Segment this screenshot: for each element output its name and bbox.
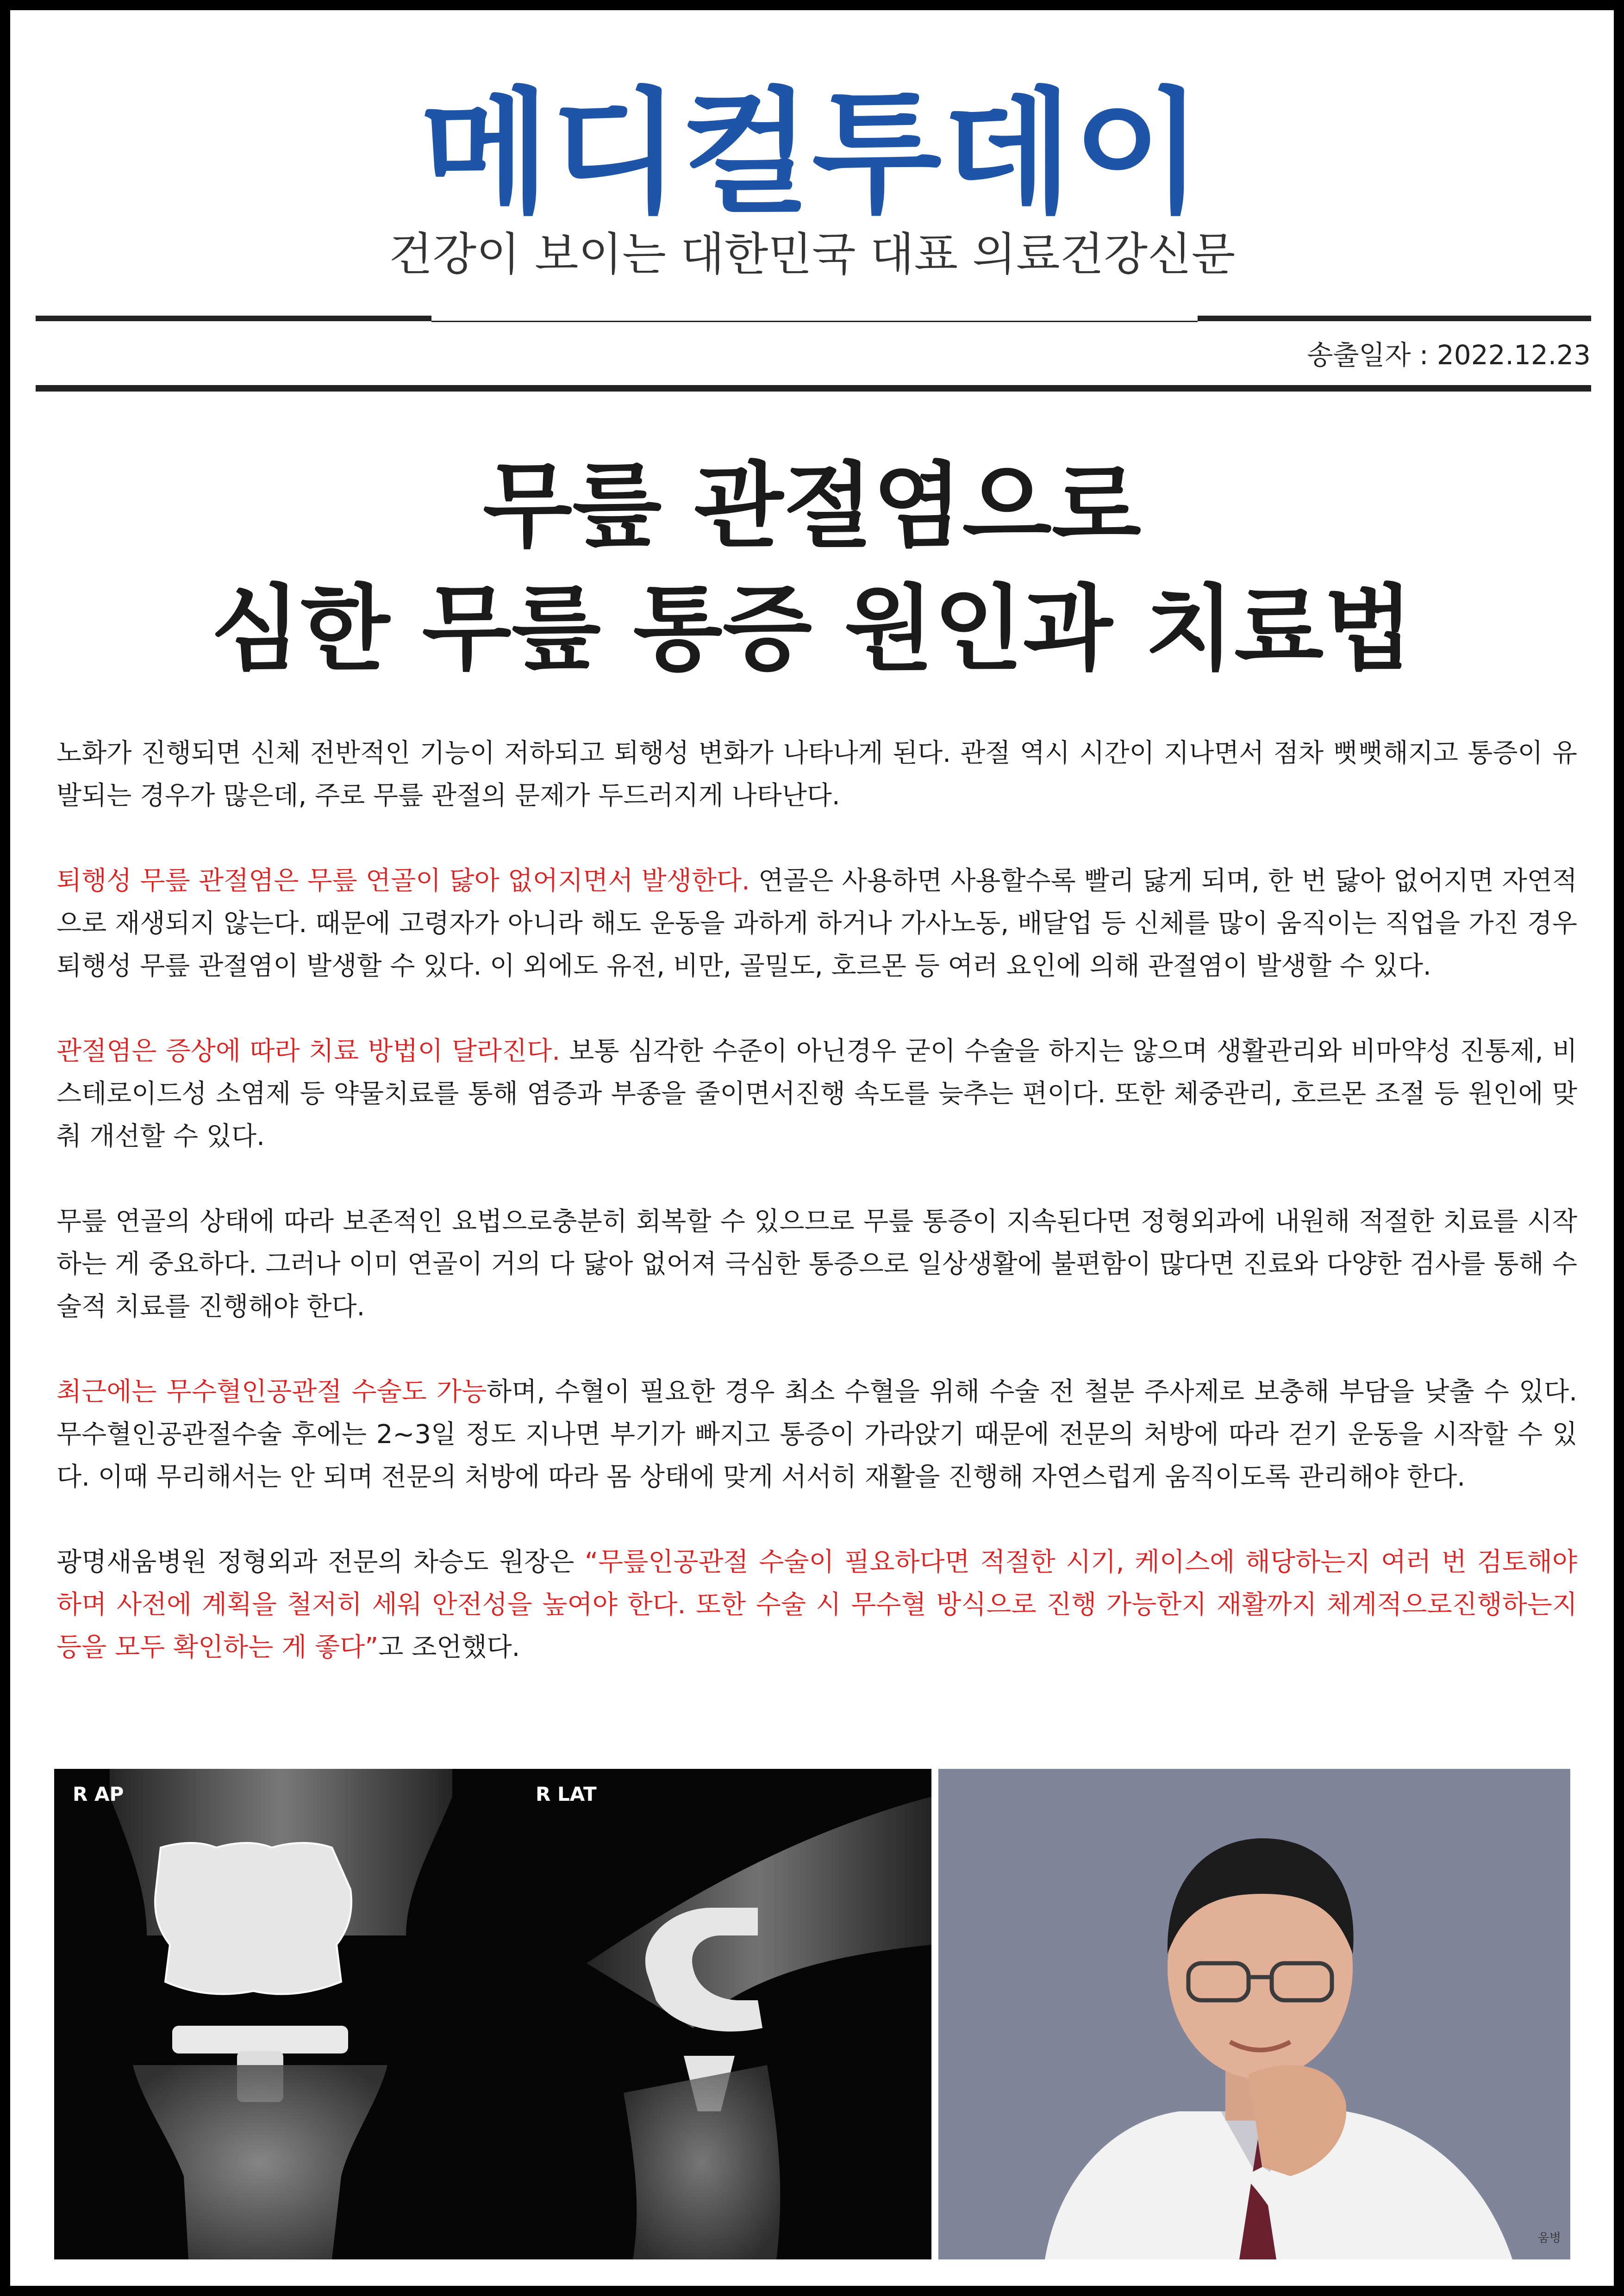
publication-tagline: 건강이 보이는 대한민국 대표 의료건강신문 xyxy=(388,228,1236,281)
article-headline xyxy=(10,445,1614,691)
knee-xray-image xyxy=(54,1769,931,2259)
coat-badge-text: 움병 xyxy=(1537,2231,1561,2245)
doctor-portrait xyxy=(938,1769,1570,2259)
highlight-text: 관절염은 증상에 따라 치료 방법이 달라진다. xyxy=(56,1036,561,1066)
masthead-rule-right xyxy=(1198,316,1591,321)
paragraph-6 xyxy=(56,1541,1577,1669)
article-body xyxy=(56,732,1577,1711)
quote-text: “무릎인공관절 수술이 필요하다면 적절한 시기, 케이스에 해당하는지 여러 번 검토해야 하며 사전에 계획을 철저히 세워 안전성을 높여야 한다. 또한 수술 시 무수혈 방식으로 진행 가능한지 재활까지 체계적으로진행하는지 등을 모두 확인하는 게 좋다” xyxy=(56,1547,1578,1662)
masthead-rule-left xyxy=(36,316,431,321)
xray-illustration xyxy=(54,1769,931,2259)
publication-logo: 메디컬투데이 xyxy=(420,75,1204,231)
paragraph-2 xyxy=(56,860,1577,988)
paragraph-4: 무릎 연골의 상태에 따라 보존적인 요법으로충분히 회복할 수 있으므로 무릎 통증이 지속된다면 정형외과에 내원해 적절한 치료를 시작하는 게 중요하다. 그러나 이미 연골이 거의 다 닳아 없어져 극심한 통증으로 일상생활에 불편함이 많다면 진료와 다양한 검사를 통해 수술적 치료를 진행해야 한다. xyxy=(56,1207,1577,1322)
headline-line-1: 무릎 관절염으로 xyxy=(482,453,1142,560)
paragraph-3 xyxy=(56,1030,1577,1158)
paragraph-text: 보통 심각한 수준이 아닌경우 굳이 수술을 하지는 않으며 생활관리와 비마약성 진통제, 비스테로이드성 소염제 등 약물치료를 통해 염증과 부종을 줄이면서진행 속도를 늦추는 편이다. 또한 체중관리, 호르몬 조절 등 원인에 맞춰 개선할 수 있다. xyxy=(56,1036,1577,1151)
masthead-rule-middle xyxy=(431,321,1198,322)
masthead xyxy=(10,10,1614,371)
doctor-illustration xyxy=(938,1769,1570,2259)
paragraph-text: 연골은 사용하면 사용할수록 빨리 닳게 되며, 한 번 닳아 없어지면 자연적으로 재생되지 않는다. 때문에 고령자가 아니라 해도 운동을 과하게 하거나 가사노동, 배달업 등 신체를 많이 움직이는 직업을 가진 경우 퇴행성 무릎 관절염이 발생할 수 있다. 이 외에도 유전, 비만, 골밀도, 호르몬 등 여러 요인에 의해 관절염이 발생할 수 있다. xyxy=(56,866,1577,981)
masthead-rule-bottom xyxy=(36,385,1591,392)
highlight-text: 최근에는 무수혈인공관절 수술도 가능 xyxy=(56,1377,487,1407)
paragraph-1: 노화가 진행되면 신체 전반적인 기능이 저하되고 퇴행성 변화가 나타나게 된다. 관절 역시 시간이 지나면서 점차 뻣뻣해지고 통증이 유발되는 경우가 많은데, 주로 무릎 관절의 문제가 두드러지게 나타난다. xyxy=(56,738,1577,811)
xray-label-ap: R AP xyxy=(73,1783,124,1805)
publish-date: 송출일자 : 2022.12.23 xyxy=(1307,339,1591,371)
paragraph-text: 고 조언했다. xyxy=(378,1632,520,1662)
newspaper-page xyxy=(10,10,1614,2286)
headline-line-2: 심한 무릎 통증 원인과 치료법 xyxy=(211,575,1413,683)
paragraph-text: 하며, 수혈이 필요한 경우 최소 수혈을 위해 수술 전 철분 주사제로 보충해 부담을 낮출 수 있다. 무수혈인공관절수술 후에는 2~3일 정도 지나면 부기가 빠지고 통증이 가라앉기 때문에 전문의 처방에 따라 걷기 운동을 시작할 수 있다. 이때 무리해서는 안 되며 전문의 처방에 따라 몸 상태에 맞게 서서히 재활을 진행해 자연스럽게 움직이도록 관리해야 한다. xyxy=(56,1377,1577,1492)
paragraph-5 xyxy=(56,1371,1577,1499)
paragraph-text: 광명새움병원 정형외과 전문의 차승도 원장은 xyxy=(56,1547,585,1577)
highlight-text: 퇴행성 무릎 관절염은 무릎 연골이 닳아 없어지면서 발생한다. xyxy=(56,866,750,896)
xray-label-lat: R LAT xyxy=(536,1783,597,1805)
